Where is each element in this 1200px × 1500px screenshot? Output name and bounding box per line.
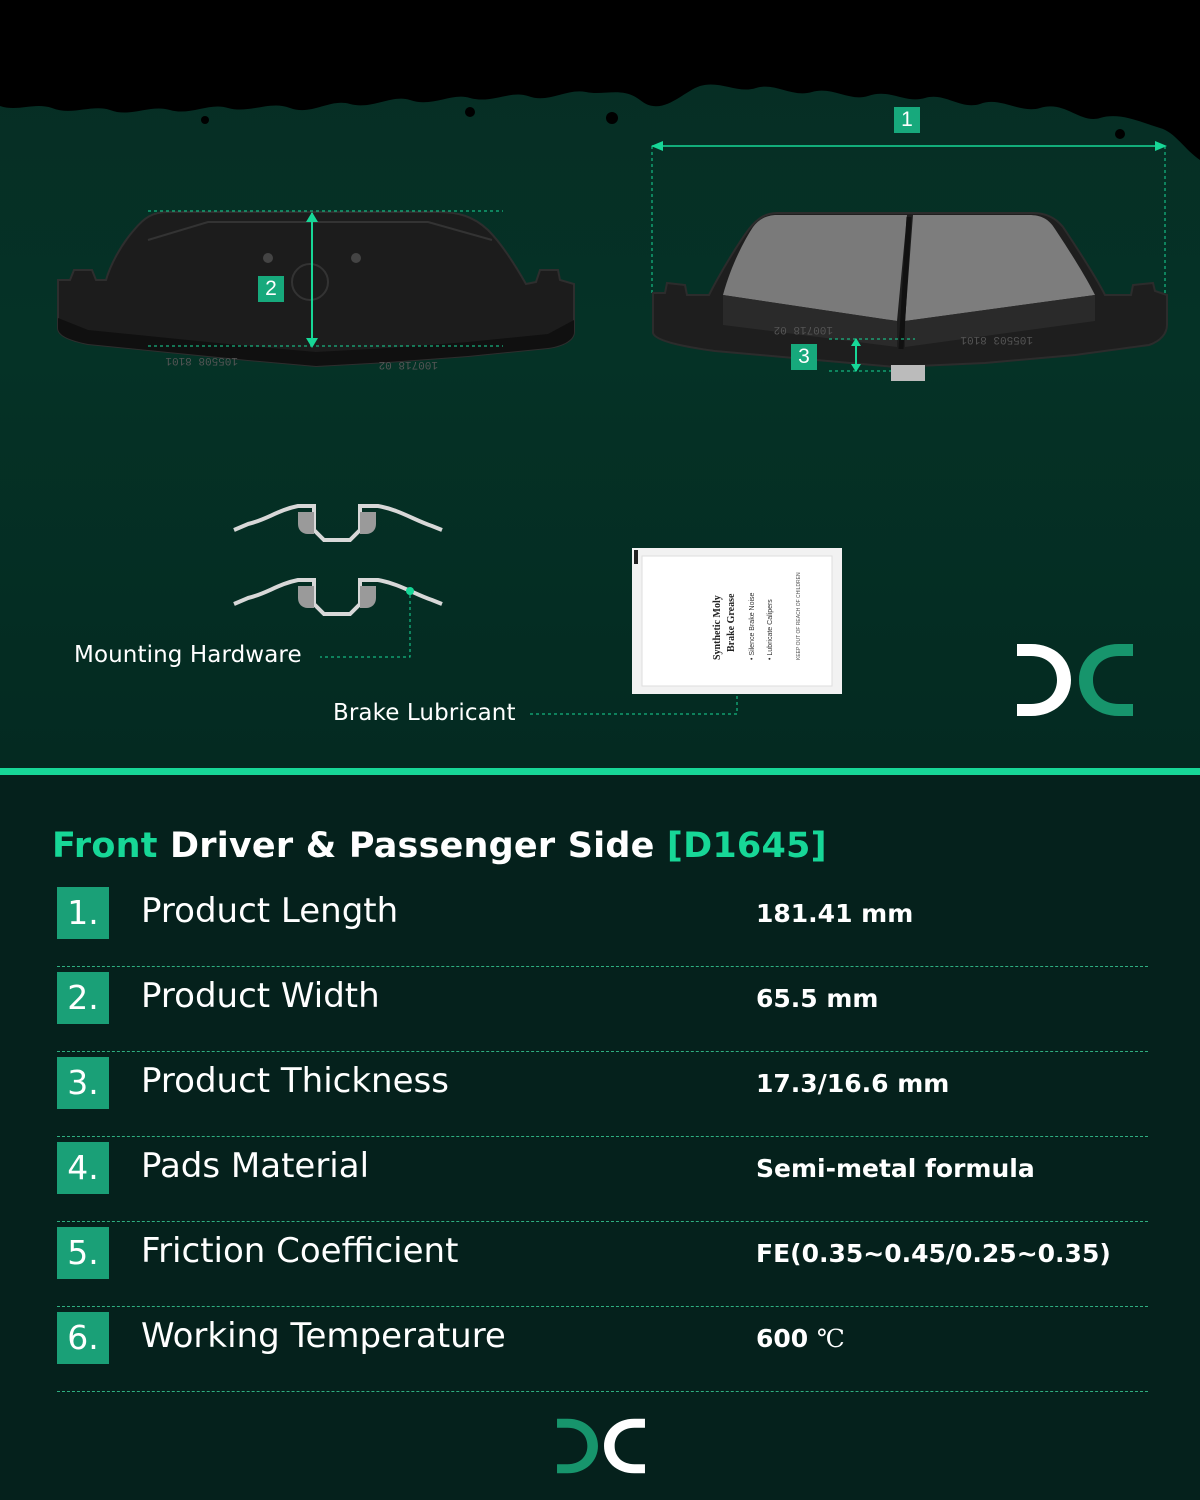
spec-number: 4. (57, 1142, 109, 1194)
spec-label: Product Width (141, 976, 380, 1016)
spec-value-unit: ℃ (816, 1324, 845, 1353)
spec-row-length (57, 881, 1148, 967)
spec-value-text: 181.41 mm (756, 899, 914, 928)
callout-brake-lubricant: Brake Lubricant (333, 700, 516, 726)
brand-logo-icon (554, 1415, 648, 1477)
spec-row-friction (57, 1221, 1148, 1307)
spec-value (756, 1154, 1035, 1183)
spec-heading (52, 826, 827, 866)
spec-number: 1. (57, 887, 109, 939)
packet-title-line2: Brake Grease (726, 593, 737, 652)
spec-label: Working Temperature (141, 1316, 506, 1356)
pad-stamp-left-a: 105508 8101 (165, 354, 238, 366)
pad-stamp-left-b: 100718 02 (378, 358, 438, 370)
spec-value-text: 65.5 mm (756, 984, 879, 1013)
spec-value-text: FE(0.35~0.45/0.25~0.35) (756, 1239, 1111, 1268)
spec-row-width (57, 966, 1148, 1052)
spec-label: Product Thickness (141, 1061, 449, 1101)
spec-value (756, 1069, 949, 1098)
pad-stamp-right-b: 100718 02 (773, 323, 833, 335)
pad-stamp-right-a: 105503 8101 (960, 333, 1033, 345)
spec-row-thickness (57, 1051, 1148, 1137)
dimension-marker-length: 1 (894, 107, 920, 133)
spec-number: 5. (57, 1227, 109, 1279)
packet-line3: • Silence Brake Noise (749, 592, 756, 660)
spec-number: 6. (57, 1312, 109, 1364)
dimension-marker-thickness: 3 (791, 344, 817, 370)
brand-logo-icon (1013, 640, 1137, 720)
spec-number: 2. (57, 972, 109, 1024)
spec-value (756, 899, 913, 928)
dimension-marker-width: 2 (258, 276, 284, 302)
spec-value (756, 984, 879, 1013)
spec-value-text: 600 (756, 1324, 817, 1353)
spec-number: 3. (57, 1057, 109, 1109)
packet-line4: • Lubricate Calipers (767, 599, 774, 660)
spec-value-text: 17.3/16.6 mm (756, 1069, 950, 1098)
spec-label: Product Length (141, 891, 399, 931)
spec-value-text: Semi-metal formula (756, 1154, 1035, 1183)
packet-title-line1: Synthetic Moly (712, 595, 723, 660)
spec-row-temperature (57, 1306, 1148, 1392)
spec-value (756, 1324, 845, 1353)
callout-mounting-hardware: Mounting Hardware (74, 642, 302, 668)
spec-value (756, 1239, 1111, 1268)
section-divider (0, 768, 1200, 775)
heading-code: [D1645] (666, 826, 827, 866)
spec-label: Pads Material (141, 1146, 370, 1186)
brake-grease-packet (632, 548, 844, 696)
spec-label: Friction Coefficient (141, 1231, 459, 1271)
spec-row-material (57, 1136, 1148, 1222)
heading-prefix: Front (52, 826, 158, 866)
packet-line5: KEEP OUT OF REACH OF CHILDREN (796, 572, 802, 660)
heading-main: Driver & Passenger Side (157, 826, 667, 866)
